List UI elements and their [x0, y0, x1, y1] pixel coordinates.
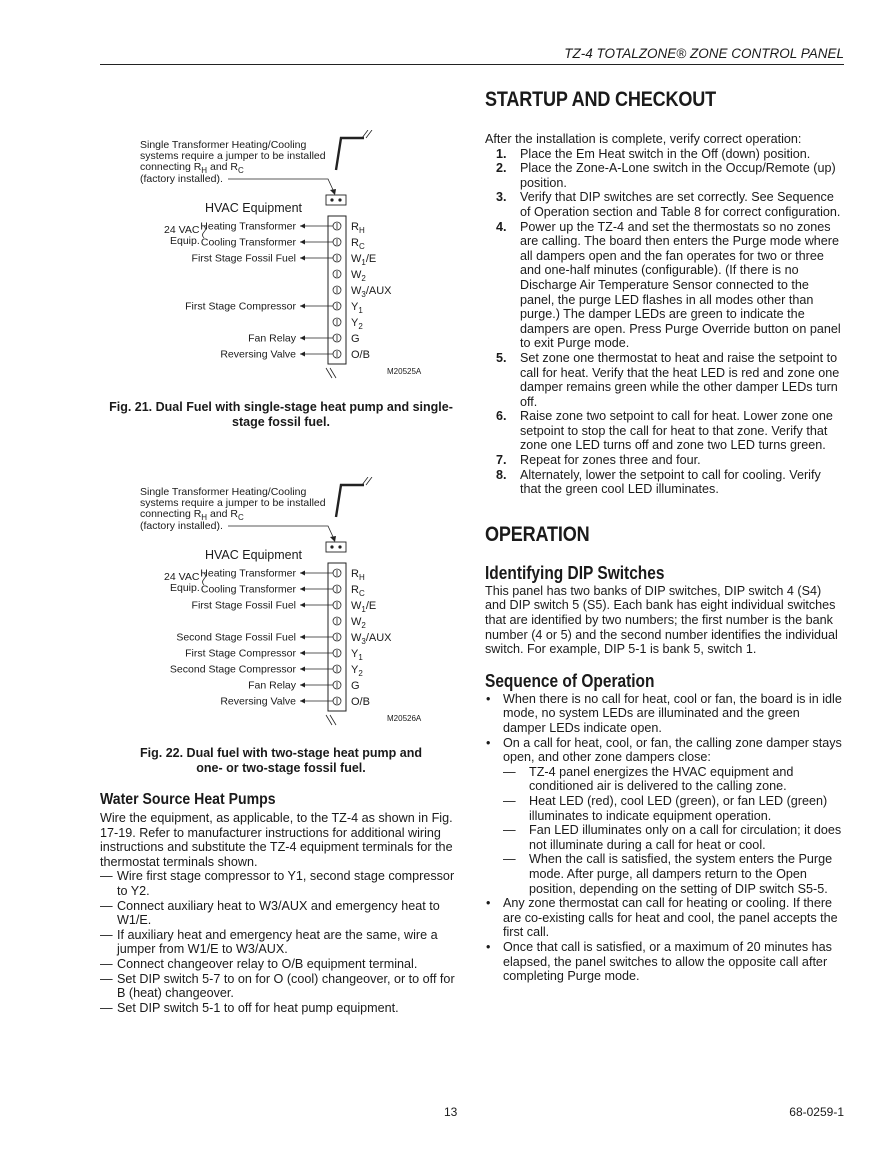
list-item [485, 220, 845, 351]
side-label: 24 VAC [164, 224, 200, 236]
terminal-label [351, 616, 366, 630]
list-item [485, 736, 845, 897]
equipment-connection-label: Second Stage Fossil Fuel [176, 631, 296, 644]
connection-arrow [300, 571, 305, 576]
equipment-title: HVAC Equipment [205, 548, 303, 562]
terminal-label-sub: 1 [361, 258, 366, 267]
figure-21-wiring-diagram [100, 130, 462, 390]
terminal-label-sub: 1 [358, 306, 363, 315]
figure-21-caption [100, 400, 462, 430]
diagram-note-line: (factory installed). [140, 173, 223, 185]
equipment-connection-label: First Stage Fossil Fuel [191, 252, 296, 265]
terminal-label [351, 301, 363, 315]
list-item: • When there is no call for heat, cool or fan, the board is in idle mode, no system LEDs are illuminated and the green damper LEDs indicate open. [485, 692, 845, 736]
equipment-connection-label: First Stage Fossil Fuel [191, 599, 296, 612]
terminal-label [351, 584, 365, 598]
step-text: Set zone one thermostat to heat and raise the setpoint to call for heat. Verify that the heat LED is red and zone one damper remains green while the other damper LEDs turn off. [520, 350, 840, 409]
step-number: 6. [496, 409, 507, 424]
figure-22-wiring-diagram [100, 477, 462, 737]
list-item: — Set DIP switch 5-1 to off for heat pump equipment. [100, 1001, 462, 1016]
list-item [485, 453, 845, 468]
diagram-note-line: (factory installed). [140, 520, 223, 532]
water-source-intro: Wire the equipment, as applicable, to the TZ-4 as shown in Fig. 17-19. Refer to manufacturer instructions for additional wiring instructions and substitute the TZ-4 equipment terminals for the thermostat terminals shown. [100, 811, 453, 869]
diagram-note-fragment: and R [207, 161, 239, 173]
terminal-label-base: W [351, 632, 362, 644]
terminal-label [351, 269, 366, 283]
fig22-diagram [100, 477, 462, 737]
terminal-label-sub: 2 [358, 669, 363, 678]
terminal-label-base: O/B [351, 696, 370, 708]
terminal-label [351, 568, 365, 582]
list-item: — Wire first stage compressor to Y1, second stage compressor to Y2. [100, 869, 462, 898]
terminal-label [351, 680, 360, 692]
step-text: Alternately, lower the setpoint to call for cooling. Verify that the green cool LED illuminates. [520, 467, 821, 497]
list-item [485, 147, 845, 162]
terminal-label [351, 600, 376, 614]
step-number: 4. [496, 219, 507, 234]
side-label: 24 VAC [164, 571, 200, 583]
terminal-label-base: R [351, 237, 359, 249]
terminal-label [351, 632, 392, 646]
sequence-sublist [503, 765, 845, 896]
startup-intro: After the installation is complete, verify correct operation: [485, 132, 802, 146]
diagram-note-fragment: C [238, 513, 244, 522]
diagram-code: M20526A [387, 714, 422, 723]
list-item: — If auxiliary heat and emergency heat are the same, wire a jumper from W1/E to W3/AUX. [100, 928, 462, 957]
connection-arrow [300, 683, 305, 688]
equipment-connection-label: Heating Transformer [200, 220, 296, 233]
list-item [485, 409, 845, 453]
diagram-note-fragment: H [201, 166, 208, 175]
operation-heading: OPERATION [485, 522, 590, 546]
diagram-code: M20525A [387, 367, 422, 376]
list-item [485, 190, 845, 219]
list-item: — Connect changeover relay to O/B equipment terminal. [100, 957, 462, 972]
document-number: 68-0259-1 [789, 1105, 844, 1119]
sequence-list [485, 692, 845, 984]
terminal-label-base: W [351, 285, 362, 297]
diagram-note-line: systems require a jumper to be installed [140, 497, 326, 509]
terminal-label [351, 285, 392, 299]
terminal-label-sub: 3 [361, 290, 366, 299]
list-item: • Any zone thermostat can call for heating or cooling. If there are co-existing calls for heat and cool, the panel accepts the first call. [485, 896, 845, 940]
dip-switches-text: This panel has two banks of DIP switches, DIP switch 4 (S4) and DIP switch 5 (S5). Each bank has eight individual switches that are identified by two numbers; the first number is the bank number (4 or 5) and the second number identifies the individual switch. For example, DIP 5-1 is bank 5, switch 1. [485, 583, 838, 657]
equipment-connection-label: Second Stage Compressor [169, 663, 296, 676]
jumper-pin [338, 545, 341, 548]
right-column [485, 88, 845, 984]
list-item [485, 351, 845, 409]
connection-arrow [300, 651, 305, 656]
terminal-label [351, 221, 365, 235]
connection-arrow [300, 304, 305, 309]
terminal-label-sub: 1 [361, 605, 366, 614]
terminal-label-base: G [351, 333, 360, 345]
terminal-label-base: W [351, 269, 362, 281]
terminal-label-base: R [351, 221, 359, 233]
equipment-connection-label: Reversing Valve [220, 695, 296, 708]
terminal-label-base: Y [351, 317, 359, 329]
water-source-list [100, 869, 462, 1015]
connection-arrow [300, 603, 305, 608]
diagram-note-line: Single Transformer Heating/Cooling [140, 139, 307, 151]
step-text: Raise zone two setpoint to call for heat. Lower zone one setpoint to stop the call for heat to that zone. Verify that zone one LED turns off and zone two LED turns green. [520, 409, 833, 453]
list-item: — Heat LED (red), cool LED (green), or fan LED (green) illuminates to indicate equipment operation. [503, 794, 845, 823]
step-text: Place the Em Heat switch in the Off (down) position. [520, 146, 811, 161]
list-item: — Set DIP switch 5-7 to on for O (cool) changeover, or to off for B (heat) changeover. [100, 972, 462, 1001]
terminal-label-sub: 1 [358, 653, 363, 662]
diagram-note-fragment: and R [207, 508, 239, 520]
fig21-diagram [100, 130, 462, 390]
terminal-label-base: Y [351, 664, 359, 676]
water-source-section [100, 791, 462, 1015]
jumper-wire [336, 485, 364, 517]
step-number: 2. [496, 161, 507, 176]
list-item: — TZ-4 panel energizes the HVAC equipment and conditioned air is delivered to the calling zone. [503, 765, 845, 794]
terminal-label-sub: H [358, 573, 365, 582]
diagram-note-line: systems require a jumper to be installed [140, 150, 326, 162]
startup-heading: STARTUP AND CHECKOUT [485, 88, 717, 111]
diagram-note-fragment: C [238, 166, 244, 175]
step-text: Repeat for zones three and four. [520, 453, 701, 468]
diagram-note-fragment: H [201, 513, 208, 522]
arrow-head [330, 189, 336, 195]
fig22-caption-line1: Fig. 22. Dual fuel with two-stage heat pump and [140, 746, 422, 760]
terminal-label-base: W [351, 616, 362, 628]
dip-switches-heading: Identifying DIP Switches [485, 562, 665, 583]
terminal-label-base: Y [351, 648, 359, 660]
step-number: 1. [496, 146, 507, 161]
terminal-label-sub: 2 [361, 274, 366, 283]
bullet-text: On a call for heat, cool, or fan, the calling zone damper stays open, and other zone dampers close: [503, 735, 842, 765]
equipment-connection-label: First Stage Compressor [185, 647, 296, 660]
connection-arrow [300, 336, 305, 341]
connection-arrow [300, 240, 305, 245]
step-text: Power up the TZ-4 and set the thermostats so no zones are calling. The board then enters the Purge mode where all dampers open and the fan operates for two or three and one-half minutes (configurable). (If there is no Discharge Air Temperature Sensor connected to the panel, the purge LED flashes in all modes other than purge.) The damper LEDs are green to indicate the dampers are open. Press Purge Override button on panel to exit Purge mode. [520, 219, 841, 351]
terminal-label [351, 349, 370, 361]
terminal-label-base: R [351, 584, 359, 596]
terminal-label-tail: /E [365, 253, 377, 265]
terminal-label [351, 648, 363, 662]
terminal-label-base: O/B [351, 349, 370, 361]
terminal-label-base: G [351, 680, 360, 692]
list-item: — Connect auxiliary heat to W3/AUX and emergency heat to W1/E. [100, 899, 462, 928]
header-rule [100, 64, 844, 65]
side-label: Equip. [170, 582, 200, 594]
equipment-connection-label: Reversing Valve [220, 348, 296, 361]
step-number: 3. [496, 190, 507, 205]
diagram-note-fragment: connecting R [140, 508, 202, 520]
page-header-title: TZ-4 TOTALZONE® ZONE CONTROL PANEL [564, 46, 844, 61]
page-number: 13 [444, 1105, 458, 1119]
terminal-label-sub: C [358, 589, 365, 598]
connection-arrow [300, 667, 305, 672]
list-item: • Once that call is satisfied, or a maximum of 20 minutes has elapsed, the panel switches to allow the opposite call after completing Purge mode. [485, 940, 845, 984]
side-label: Equip. [170, 235, 200, 247]
fig21-caption-line2: stage fossil fuel. [232, 415, 330, 429]
equipment-connection-label: First Stage Compressor [185, 300, 296, 313]
equipment-connection-label: Cooling Transformer [200, 236, 296, 249]
fig21-caption-line1: Fig. 21. Dual Fuel with single-stage heat pump and single- [109, 400, 453, 414]
list-item: — When the call is satisfied, the system enters the Purge mode. After purge, all dampers return to the Open position, depending on the setting of DIP switch S5-5. [503, 852, 845, 896]
terminal-label-tail: /AUX [365, 632, 392, 644]
equipment-connection-label: Cooling Transformer [200, 583, 296, 596]
terminal-label [351, 696, 370, 708]
step-text: Verify that DIP switches are set correctly. See Sequence of Operation section and Table 8 for correct configuration. [520, 190, 841, 219]
terminal-label [351, 237, 365, 251]
jumper-block [326, 542, 346, 552]
arrow-head [330, 536, 336, 542]
diagram-note-line: Single Transformer Heating/Cooling [140, 486, 307, 498]
connection-arrow [300, 224, 305, 229]
terminal-label-base: W [351, 600, 362, 612]
step-number: 8. [496, 467, 507, 482]
terminal-label-base: Y [351, 301, 359, 313]
terminal-label-tail: /AUX [365, 285, 392, 297]
equipment-title: HVAC Equipment [205, 201, 303, 215]
terminal-label-base: R [351, 568, 359, 580]
step-text: Place the Zone-A-Lone switch in the Occup/Remote (up) position. [520, 161, 836, 190]
jumper-wire [336, 138, 364, 170]
figure-22-caption [100, 746, 462, 776]
startup-steps [485, 147, 845, 497]
list-item [485, 468, 845, 497]
sequence-heading: Sequence of Operation [485, 670, 655, 691]
connection-arrow [300, 635, 305, 640]
equipment-connection-label: Heating Transformer [200, 567, 296, 580]
diagram-note-fragment: connecting R [140, 161, 202, 173]
terminal-label [351, 253, 376, 267]
connection-arrow [300, 587, 305, 592]
terminal-label-sub: 2 [361, 621, 366, 630]
step-number: 5. [496, 350, 507, 365]
terminal-label [351, 333, 360, 345]
terminal-label-tail: /E [365, 600, 377, 612]
jumper-pin [330, 198, 333, 201]
connection-arrow [300, 256, 305, 261]
connection-arrow [300, 699, 305, 704]
step-number: 7. [496, 453, 507, 468]
list-item [485, 161, 845, 190]
equipment-connection-label: Fan Relay [248, 332, 296, 345]
terminal-label-sub: C [358, 242, 365, 251]
terminal-label [351, 317, 363, 331]
water-source-heading: Water Source Heat Pumps [100, 791, 276, 808]
fig22-caption-line2: one- or two-stage fossil fuel. [196, 761, 366, 775]
jumper-pin [330, 545, 333, 548]
jumper-block [326, 195, 346, 205]
jumper-pin [338, 198, 341, 201]
terminal-label-base: W [351, 253, 362, 265]
terminal-label-sub: 2 [358, 322, 363, 331]
terminal-label-sub: 3 [361, 637, 366, 646]
terminal-label [351, 664, 363, 678]
equipment-connection-label: Fan Relay [248, 679, 296, 692]
connection-arrow [300, 352, 305, 357]
terminal-label-sub: H [358, 226, 365, 235]
list-item: — Fan LED illuminates only on a call for circulation; it does not illuminate during a call for heat or cool. [503, 823, 845, 852]
